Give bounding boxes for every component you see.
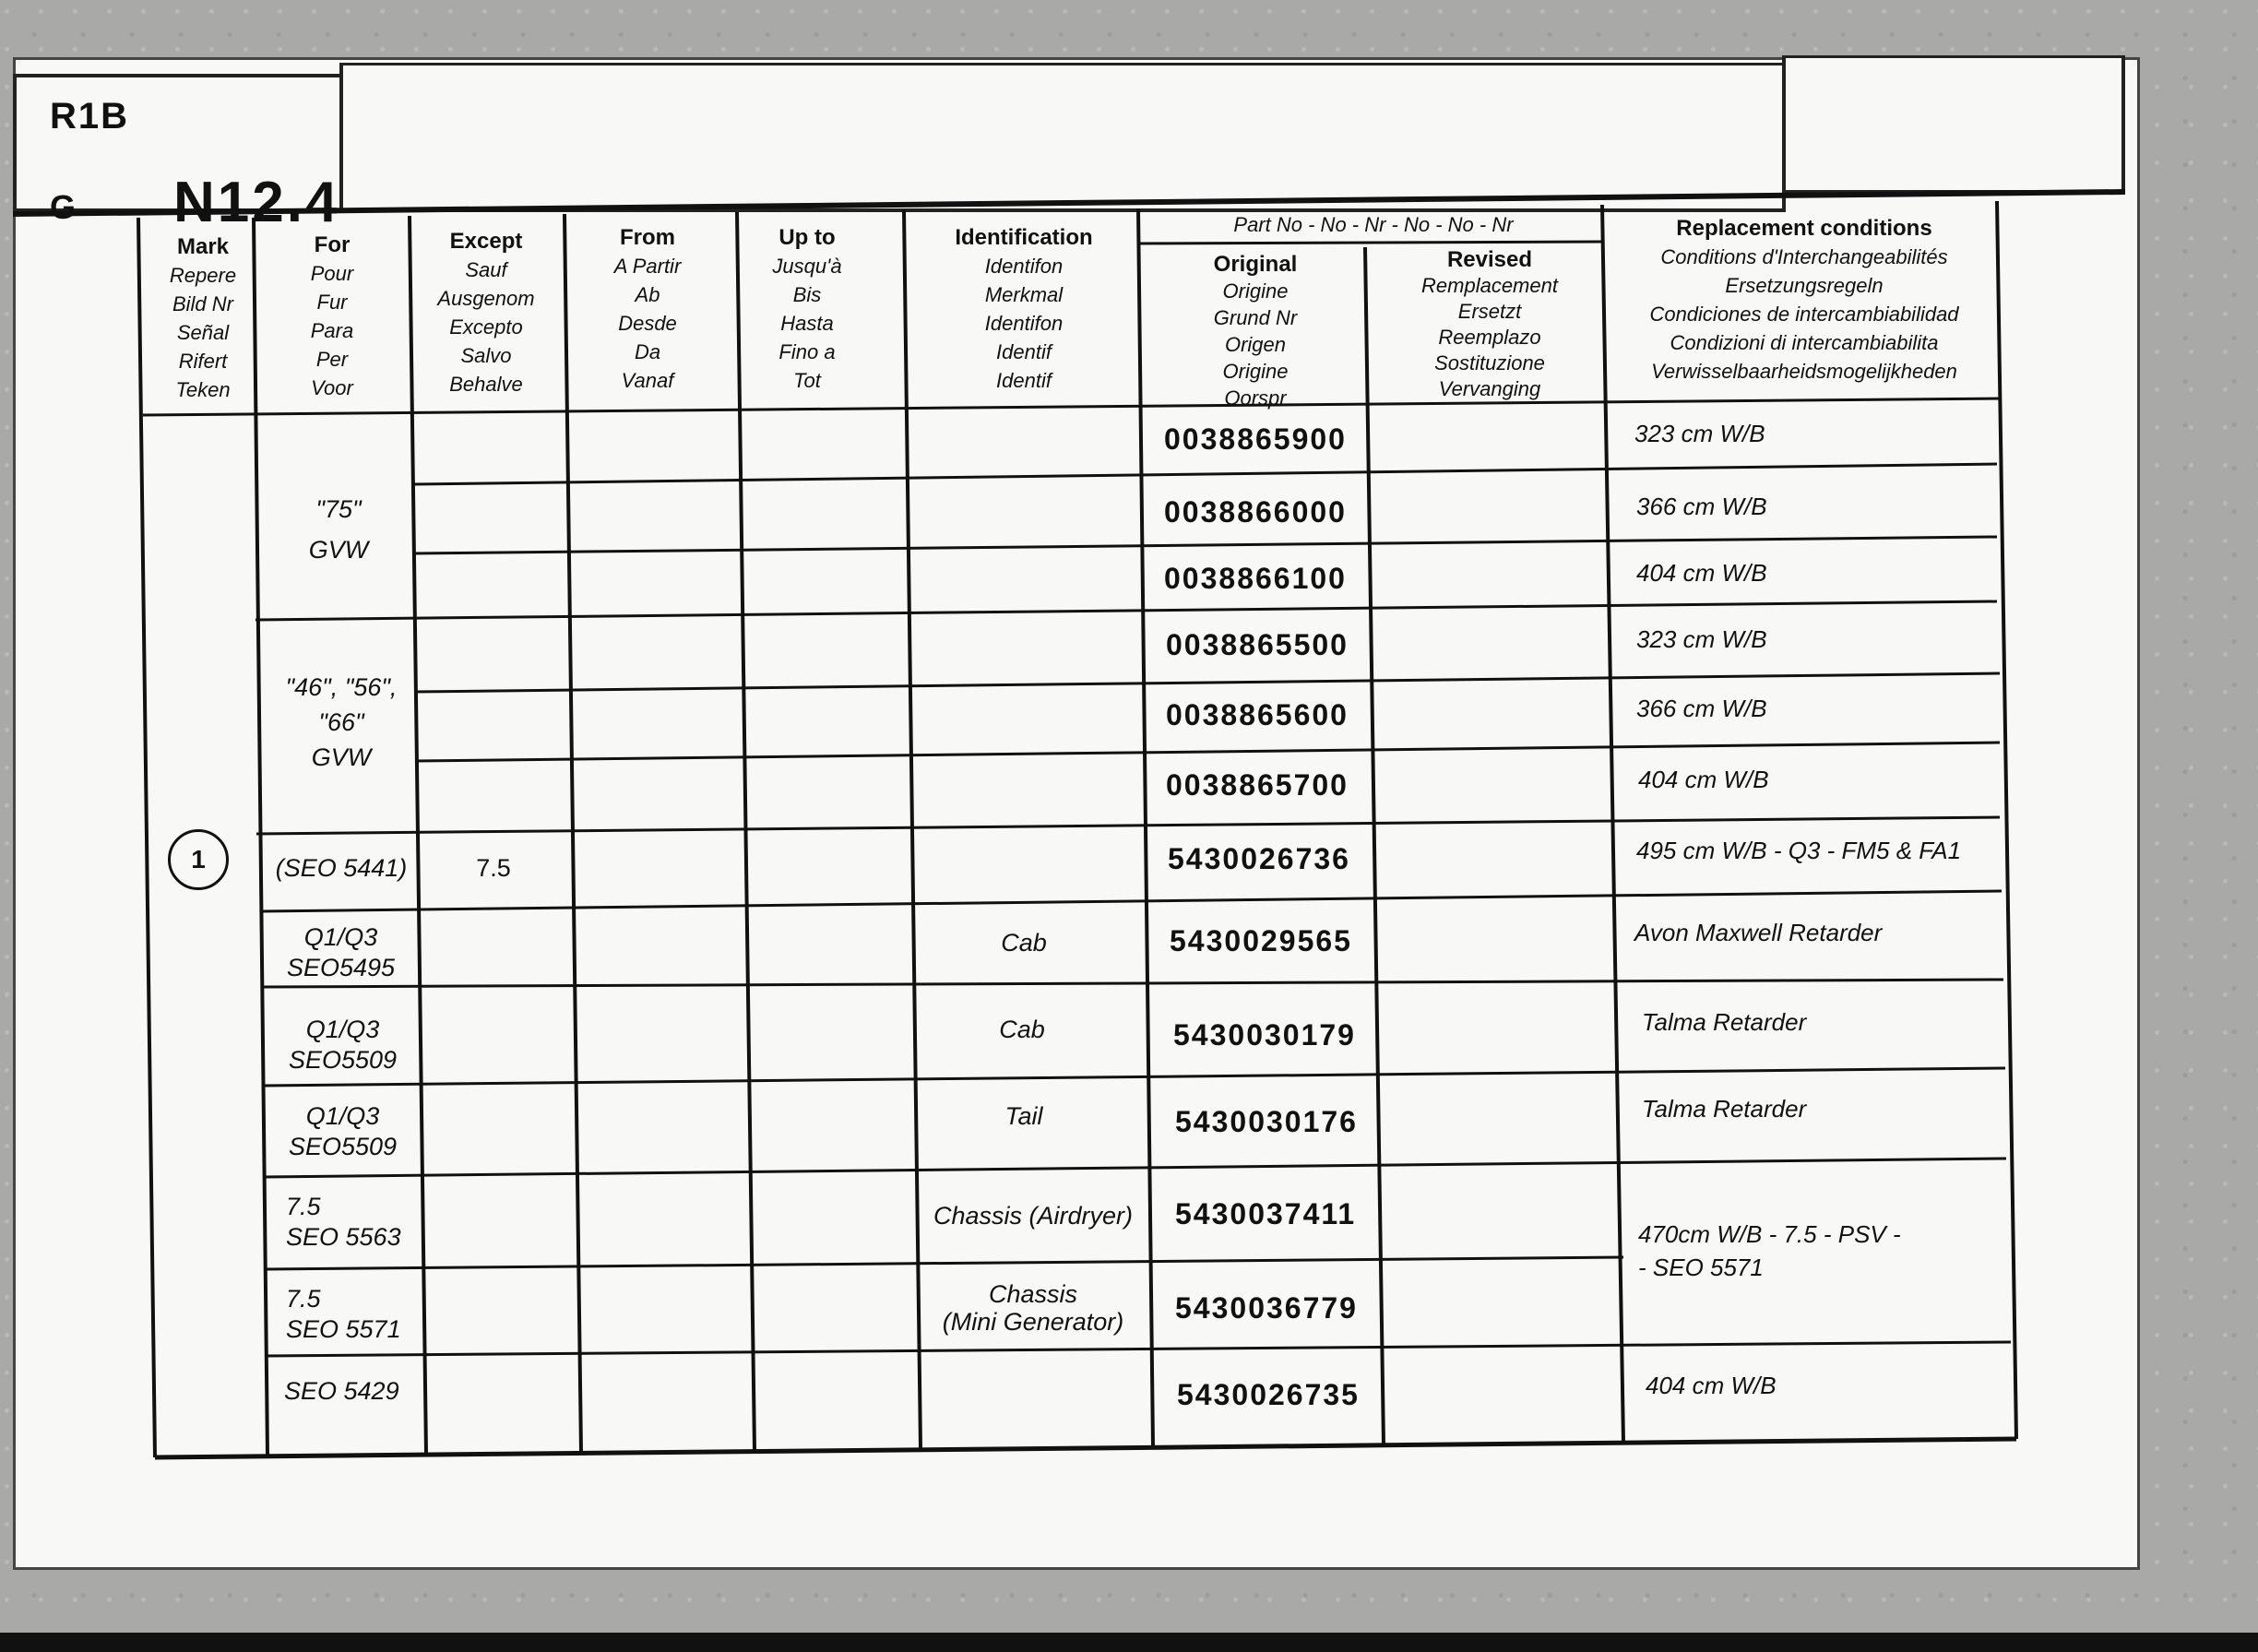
replacement-condition: 495 cm W/B - Q3 - FM5 & FA1 [1636, 837, 1962, 864]
group-75-label: "75" GVW [308, 495, 369, 564]
group-code: G [50, 188, 77, 226]
part-number: 5430030176 [1175, 1105, 1358, 1138]
part-number: 5430037411 [1175, 1197, 1357, 1230]
part-number: 0038865600 [1166, 698, 1349, 731]
part-number: 5430030179 [1173, 1018, 1356, 1052]
col-original-header: Original Origine Grund Nr Origen Origine Oorspr [1213, 252, 1298, 410]
part-number: 5430026736 [1168, 842, 1350, 875]
replacement-condition: 404 cm W/B [1638, 766, 1769, 793]
replacement-condition: Talma Retarder [1642, 1008, 1807, 1036]
section-code: R1B [50, 96, 130, 137]
part-number: 5430029565 [1170, 924, 1352, 957]
part-number: 0038866000 [1164, 495, 1347, 529]
col-from-header: From A Partir Ab Desde Da Vanaf [613, 225, 682, 392]
part-number: 0038865500 [1166, 628, 1349, 661]
col-except-header: Except Sauf Ausgenom Excepto Salvo Behalve [437, 229, 535, 396]
replacement-condition-merged: 470cm W/B - 7.5 - PSV - - SEO 5571 [1638, 1220, 1901, 1281]
replacement-condition: Avon Maxwell Retarder [1634, 919, 1883, 946]
identification-cell: Cab [999, 1016, 1045, 1043]
col-replacement-header: Replacement conditions Conditions d'Interchangeabilités Ersetzungsregeln Condiciones de intercambiabilidad Condizioni di intercambiabilita Verwisselbaarheidsmogelijkheden [1649, 216, 1959, 383]
for-cell: 7.5 SEO 5563 [286, 1193, 401, 1251]
col-for-header: For Pour Fur Para Per Voor [310, 232, 354, 399]
col-partno-header: Part No - No - Nr - No - No - Nr [1233, 213, 1514, 236]
for-cell: Q1/Q3 SEO5495 [286, 923, 396, 981]
replacement-condition: 366 cm W/B [1636, 493, 1767, 520]
for-cell: Q1/Q3 SEO5509 [288, 1016, 398, 1074]
part-number: 5430026735 [1177, 1378, 1360, 1411]
for-cell: Q1/Q3 SEO5509 [288, 1102, 398, 1160]
part-number: 0038866100 [1164, 562, 1347, 595]
except-cell: 7.5 [476, 854, 511, 882]
col-upto-header: Up to Jusqu'à Bis Hasta Fino a Tot [772, 225, 842, 392]
col-revised-header: Revised Remplacement Ersetzt Reemplazo Sostituzione Vervanging [1421, 247, 1558, 400]
replacement-condition: 366 cm W/B [1636, 695, 1767, 722]
replacement-condition: 404 cm W/B [1636, 559, 1767, 587]
col-mark-header: Mark Repere Bild Nr Señal Rifert Teken [169, 234, 237, 401]
page-ref: N12.4 [173, 171, 340, 234]
replacement-condition: 323 cm W/B [1636, 625, 1767, 653]
for-cell: (SEO 5441) [275, 854, 408, 882]
replacement-condition: 404 cm W/B [1646, 1372, 1777, 1399]
identification-cell: Chassis (Mini Generator) [942, 1280, 1124, 1336]
group-46-56-66-label: "46", "56", "66" GVW [285, 673, 398, 771]
replacement-condition: Talma Retarder [1642, 1095, 1807, 1123]
replacement-condition: 323 cm W/B [1634, 420, 1765, 447]
mark-number: 1 [168, 829, 229, 890]
part-number: 0038865700 [1166, 768, 1349, 802]
col-identification-header: Identification Identifon Merkmal Identifon Identif Identif [955, 225, 1093, 392]
identification-cell: Cab [1001, 929, 1047, 957]
identification-cell: Tail [1004, 1102, 1043, 1130]
identification-cell: Chassis (Airdryer) [933, 1202, 1134, 1230]
part-number: 0038865900 [1164, 422, 1347, 456]
part-number: 5430036779 [1175, 1291, 1358, 1325]
for-cell: SEO 5429 [284, 1377, 399, 1405]
for-cell: 7.5 SEO 5571 [286, 1285, 401, 1343]
